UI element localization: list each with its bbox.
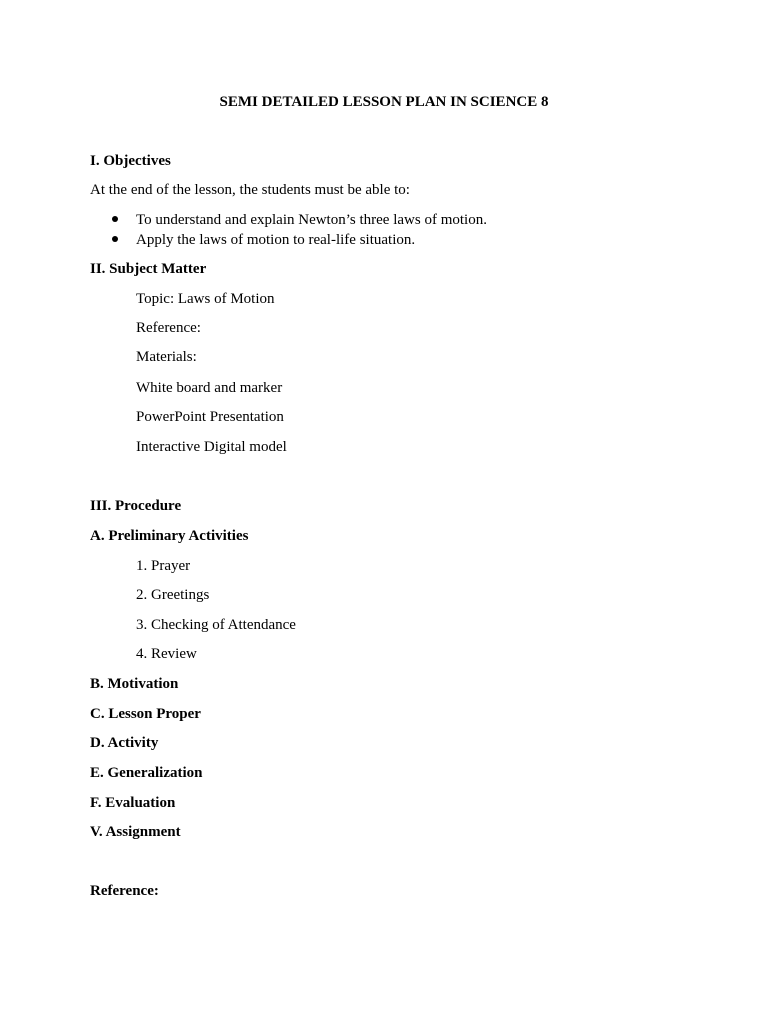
preliminary-heading: A. Preliminary Activities — [90, 528, 249, 544]
preliminary-item: 2. Greetings — [136, 587, 210, 603]
preliminary-item: 3. Checking of Attendance — [136, 617, 296, 633]
subject-materials: Materials: — [136, 349, 197, 365]
procedure-heading: III. Procedure — [90, 498, 182, 514]
subject-matter-heading: II. Subject Matter — [90, 261, 207, 277]
reference-heading: Reference: — [90, 883, 159, 899]
objective-bullet-1: To understand and explain Newton’s three laws of motion. — [136, 212, 487, 228]
procedure-section-heading: F. Evaluation — [90, 795, 176, 811]
subject-reference: Reference: — [136, 320, 201, 336]
procedure-section-heading: E. Generalization — [90, 765, 203, 781]
document-title: SEMI DETAILED LESSON PLAN IN SCIENCE 8 — [219, 94, 549, 110]
material-item: White board and marker — [136, 380, 283, 396]
preliminary-item: 1. Prayer — [136, 558, 191, 574]
procedure-section-heading: C. Lesson Proper — [90, 706, 201, 722]
objectives-intro: At the end of the lesson, the students must be able to: — [90, 182, 410, 198]
preliminary-item: 4. Review — [136, 646, 197, 662]
procedure-section-heading: V. Assignment — [90, 824, 181, 840]
objectives-heading: I. Objectives — [90, 153, 171, 169]
material-item: Interactive Digital model — [136, 439, 287, 455]
procedure-section-heading: D. Activity — [90, 735, 159, 751]
bullet-icon — [112, 216, 118, 222]
subject-topic: Topic: Laws of Motion — [136, 291, 275, 307]
procedure-section-heading: B. Motivation — [90, 676, 179, 692]
bullet-icon — [112, 236, 118, 242]
material-item: PowerPoint Presentation — [136, 409, 284, 425]
objective-bullet-2: Apply the laws of motion to real-life situation. — [136, 232, 416, 248]
